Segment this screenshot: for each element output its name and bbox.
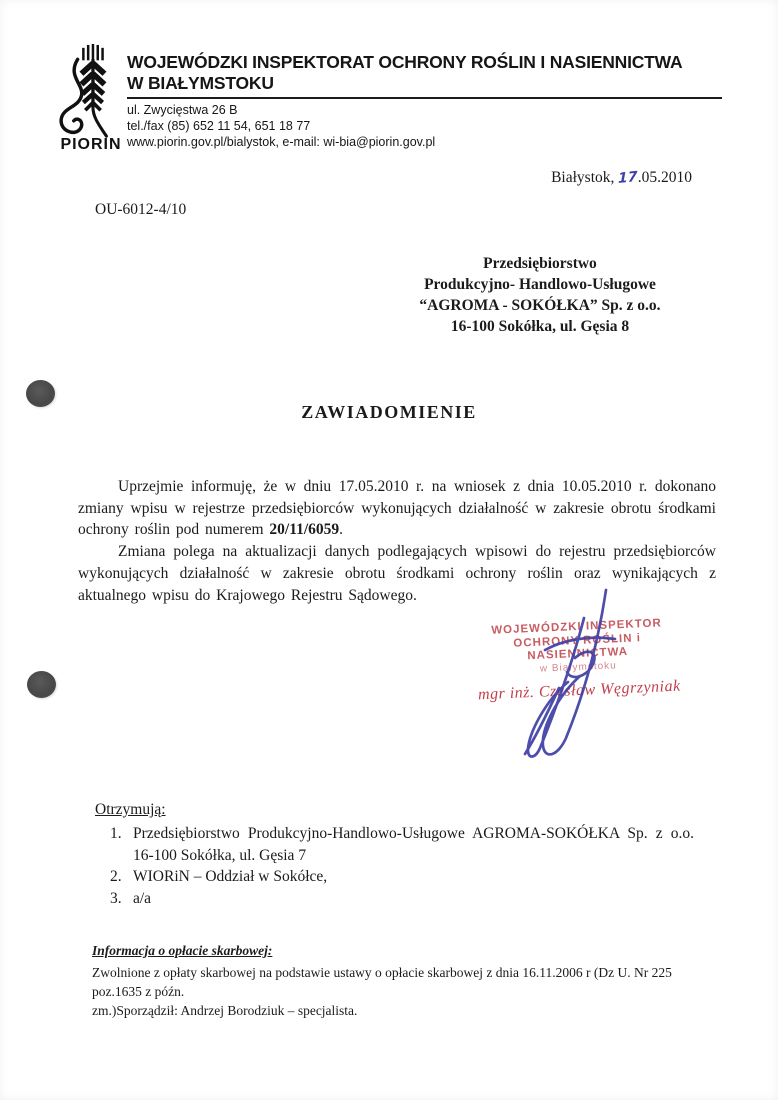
- paragraph1-text: Uprzejmie informuję, że w dniu 17.05.2010 r. na wniosek z dnia 10.05.2010 r. dokonano zmiany wpisu w rejestrze przedsiębiorców wykonujących działalność w zakresie obrotu środkami ochrony roślin pod numerem: [78, 478, 716, 539]
- piorin-logo-text: PIORIN: [60, 136, 122, 153]
- org-address: ul. Zwycięstwa 26 B: [127, 103, 238, 117]
- addressee-line: Przedsiębiorstwo: [483, 255, 597, 272]
- reference-number: OU-6012-4/10: [95, 201, 187, 218]
- recipient-text: WIORiN – Oddział w Sokółce,: [133, 868, 328, 885]
- body-paragraph-1: [78, 476, 716, 541]
- stamp-line1: WOJEWÓDZKI INSPEKTOR: [491, 617, 663, 637]
- fee-information-footnote: [92, 943, 698, 1020]
- document-title: ZAWIADOMIENIE: [301, 402, 477, 422]
- date-rest: .05.2010: [637, 169, 692, 186]
- piorin-wheat-snake-icon: [48, 44, 136, 140]
- recipient-line: 16-100 Sokółka, ul. Gęsia 7: [133, 846, 307, 864]
- body-paragraph-2: Zmiana polega na aktualizacji danych podlegających wpisowi do rejestru przedsiębiorców wykonujących działalność w zakresie obrotu środkami ochrony roślin oraz wynikających z aktualnego wpisu do Krajowego Rejestru Sądowego.: [78, 543, 716, 604]
- signatory-name: mgr inż. Czesław Węgrzyniak: [477, 677, 681, 703]
- hole-punch-mark-bottom: [27, 671, 56, 698]
- recipient-line: Przedsiębiorstwo Produkcyjno-Handlowo-Usługowe AGROMA-SOKÓŁKA Sp. z o.o.: [133, 825, 694, 842]
- addressee-line: “AGROMA - SOKÓŁKA” Sp. z o.o.: [419, 297, 661, 314]
- letterhead-rule: [127, 97, 722, 99]
- recipient-item: [110, 823, 694, 866]
- handwritten-signature: [486, 588, 638, 763]
- org-name-line2: W BIAŁYMSTOKU: [127, 73, 274, 93]
- recipient-item: [110, 866, 694, 888]
- org-name-line1: WOJEWÓDZKI INSPEKTORAT OCHRONY ROŚLIN I NASIENNICTWA: [127, 52, 683, 72]
- place-label: Białystok,: [551, 169, 615, 186]
- paragraph1-period: .: [339, 521, 344, 539]
- recipient-text: a/a: [133, 889, 152, 907]
- addressee-block: [330, 253, 750, 337]
- recipients-heading: Otrzymują:: [95, 801, 166, 818]
- org-web-email: www.piorin.gov.pl/bialystok, e-mail: wi-bia@piorin.gov.pl: [127, 135, 436, 149]
- register-number: 20/11/6059: [269, 521, 340, 539]
- addressee-line: 16-100 Sokółka, ul. Gęsia 8: [450, 318, 630, 335]
- footnote-line: Zwolnione z opłaty skarbowej na podstawie ustawy o opłacie skarbowej z dnia 16.11.2006 r (Dz U. Nr 225 poz.1635 z późn.: [92, 965, 672, 999]
- recipient-item: [110, 888, 694, 910]
- letter-body: [78, 476, 716, 606]
- handwritten-day: 17: [618, 168, 638, 188]
- org-phone: tel./fax (85) 652 11 54, 651 18 77: [127, 119, 311, 133]
- footnote-heading: Informacja o opłacie skarbowej:: [92, 943, 273, 958]
- place-and-date: [551, 169, 692, 187]
- recipient-number: 2.: [110, 868, 122, 885]
- stamp-line2: OCHRONY ROŚLIN i NASIENNICTWA: [513, 631, 642, 663]
- recipient-number: 1.: [110, 825, 122, 842]
- recipient-number: 3.: [110, 889, 122, 907]
- letterhead: [127, 52, 722, 150]
- footnote-line: zm.)Sporządził: Andrzej Borodziuk – specjalista.: [92, 1003, 358, 1018]
- stamp-line3: w Białymstoku: [539, 659, 617, 675]
- recipient-text: [133, 823, 694, 866]
- addressee-line: Produkcyjno- Handlowo-Usługowe: [424, 276, 656, 293]
- recipients-list: [110, 823, 694, 909]
